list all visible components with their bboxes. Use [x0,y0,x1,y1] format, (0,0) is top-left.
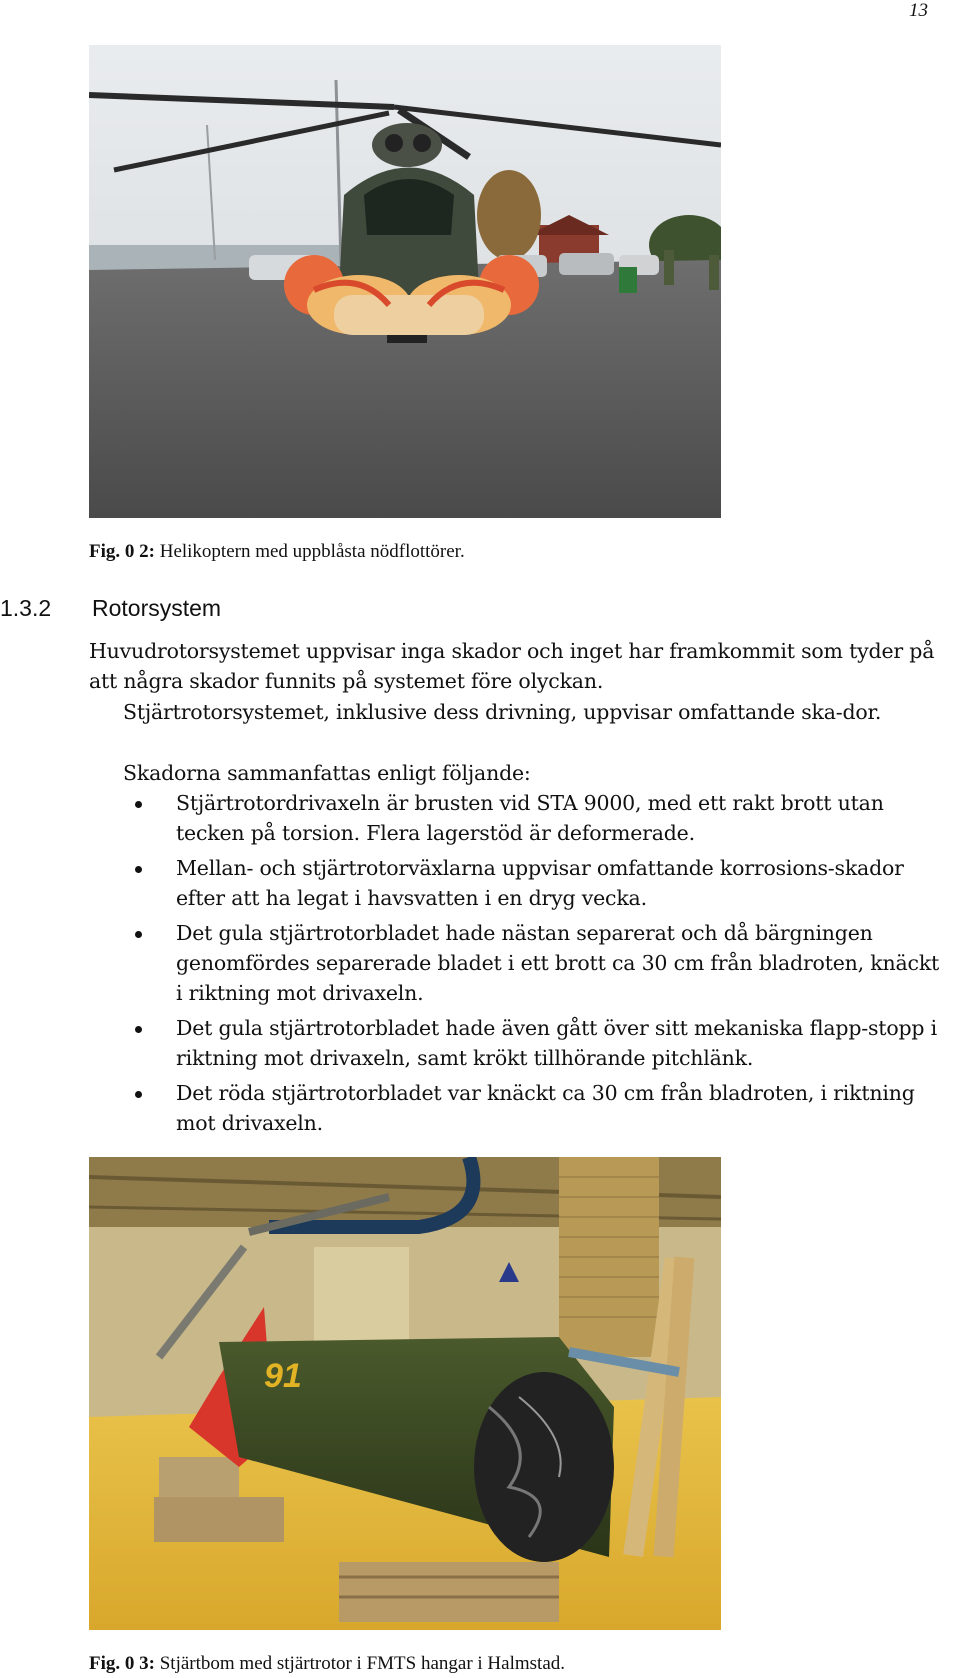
figure-label: Fig. 0 2: [89,541,155,562]
list-item [89,1078,949,1138]
figure-caption [89,541,465,563]
bullet-icon [135,931,142,938]
figure-caption-text: Stjärtbom med stjärtrotor i FMTS hangar i Halmstad. [159,1653,565,1674]
figure-caption [89,1653,565,1675]
list-item-text: Det gula stjärtrotorbladet hade nästan separerat och då bärgningen genomfördes separerade bladet i ett brott ca 30 cm från bladroten, knäckt i riktning mot drivaxeln. [176,921,940,1005]
bullet-icon [135,866,142,873]
damage-list [89,788,949,1143]
figure-caption-text: Helikoptern med uppblåsta nödflottörer. [159,541,465,562]
bullet-icon [135,1091,142,1098]
section-heading [0,595,221,622]
page-number: 13 [909,0,928,21]
list-item [89,853,949,913]
tail-boom-photo [89,1157,721,1630]
paragraph: Huvudrotorsystemet uppvisar inga skador och inget har framkommit som tyder på att några skador funnits på systemet före olyckan. [89,639,935,693]
bullet-icon [135,801,142,808]
list-item-text: Det gula stjärtrotorbladet hade även gått över sitt mekaniska flapp-stopp i riktning mot drivaxeln, samt krökt tillhörande pitchlänk. [176,1016,937,1070]
list-item-text: Det röda stjärtrotorbladet var knäckt ca 30 cm från bladroten, i riktning mot drivaxeln. [176,1081,915,1135]
list-item-text: Stjärtrotordrivaxeln är brusten vid STA 9000, med ett rakt brott utan tecken på torsion. Flera lagerstöd är deformerade. [176,791,884,845]
section-title: Rotorsystem [92,595,222,621]
svg-text:91: 91 [264,1357,302,1395]
list-item [89,918,949,1008]
section-number: 1.3.2 [0,595,52,621]
bullet-icon [135,1026,142,1033]
figure-label: Fig. 0 3: [89,1653,155,1674]
list-item-text: Mellan- och stjärtrotorväxlarna uppvisar omfattande korrosions-skador efter att ha legat i havsvatten i en dryg vecka. [176,856,904,910]
list-item [89,1013,949,1073]
list-item [89,788,949,848]
helicopter-photo [89,45,721,518]
paragraph: Skadorna sammanfattas enligt följande: [123,761,531,785]
paragraph: Stjärtrotorsystemet, inklusive dess drivning, uppvisar omfattande ska-dor. [123,700,882,724]
